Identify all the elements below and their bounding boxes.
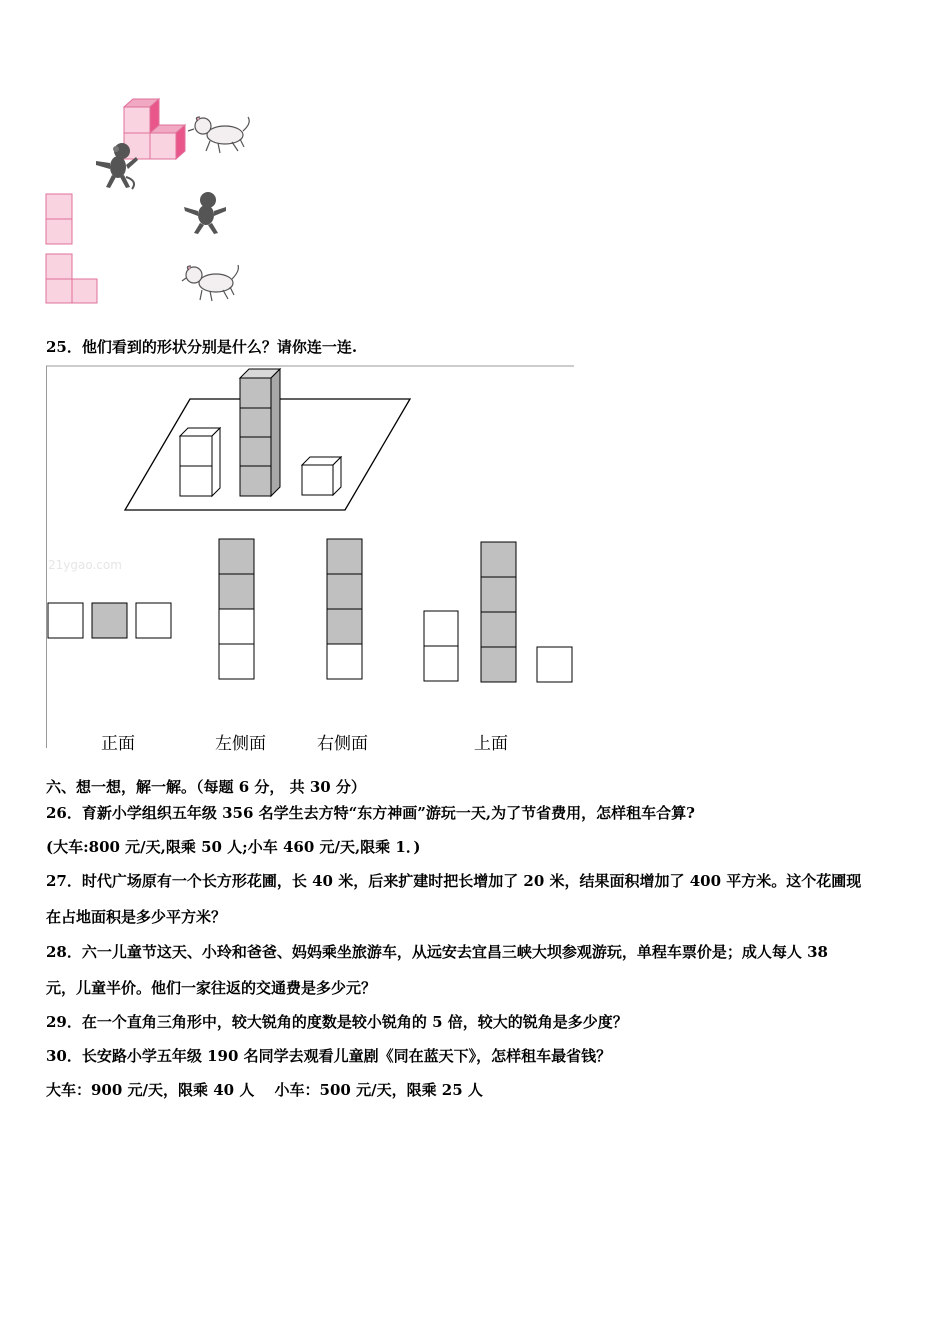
pink-cube-group — [124, 99, 185, 159]
stack-right — [302, 457, 341, 495]
stack-left — [180, 428, 220, 496]
q26-line1: 26．育新小学组织五年级 356 名学生去方特“东方神画”游玩一天,为了节省费用，怎样租车合算? — [46, 804, 695, 822]
q27-line1: 27．时代广场原有一个长方形花圃，长 40 米，后来扩建时把长增加了 20 米，结果面积增加了 400 平方米。这个花圃现 — [46, 872, 862, 890]
dog-icon — [182, 265, 238, 301]
dog-icon — [188, 117, 249, 153]
q25-text: 25．他们看到的形状分别是什么？请你连一连. — [46, 338, 358, 356]
label-top: 上面 — [474, 734, 508, 754]
label-front: 正面 — [101, 734, 135, 754]
q26-line2: (大车:800 元/天,限乘 50 人;小车 460 元/天,限乘 1．) — [46, 838, 421, 856]
q29: 29．在一个直角三角形中，较大锐角的度数是较小锐角的 5 倍，较大的锐角是多少度？ — [46, 1013, 628, 1031]
label-left-side: 左侧面 — [215, 734, 266, 754]
label-right-side: 右侧面 — [317, 734, 368, 754]
q27-line2: 在占地面积是多少平方米？ — [46, 908, 227, 926]
view-option-1 — [48, 603, 171, 638]
q28-line1: 28．六一儿童节这天、小玲和爸爸、妈妈乘坐旅游车，从远安去宜昌三峡大坝参观游玩，单程车票价是；成人每人 38 — [46, 943, 828, 961]
watermark: 21ygao.com — [48, 558, 122, 572]
shape-two-vertical — [46, 194, 72, 244]
stack-middle — [240, 369, 280, 496]
q28-line2: 元，儿童半价。他们一家往返的交通费是多少元？ — [46, 979, 377, 997]
q30-line1: 30．长安路小学五年级 190 名同学去观看儿童剧《同在蓝天下》，怎样租车最省钱？ — [46, 1047, 612, 1065]
view-option-4 — [424, 542, 572, 682]
q24-figure — [40, 95, 260, 310]
shape-l — [46, 254, 97, 303]
q30-line2: 大车：900 元/天，限乘 40 人 小车：500 元/天，限乘 25 人 — [46, 1081, 483, 1099]
view-option-3 — [327, 539, 362, 679]
monkey-icon — [184, 192, 226, 234]
view-option-2 — [219, 539, 254, 679]
q25-figure — [46, 364, 576, 754]
section-heading: 六、想一想，解一解。（每题 6 分， 共 30 分） — [46, 778, 366, 796]
